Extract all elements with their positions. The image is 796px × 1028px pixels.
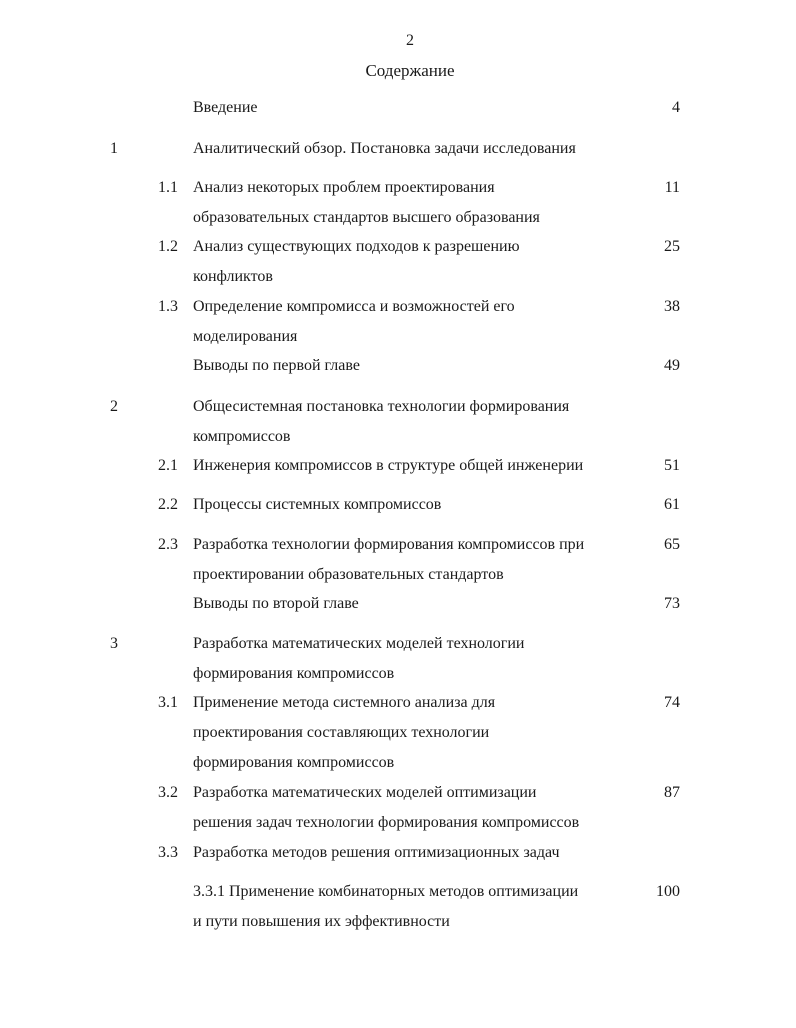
entry-title-line: Разработка математических моделей оптимизации <box>193 784 537 801</box>
entry-page-number: 51 <box>664 457 680 474</box>
entry-title-line: проектирования составляющих технологии <box>193 724 490 741</box>
entry-title-line: моделирования <box>193 328 298 345</box>
entry-title-line: проектировании образовательных стандартов <box>193 566 504 583</box>
chapter-number: 1 <box>110 140 118 157</box>
entry-title-line: Выводы по второй главе <box>193 595 359 612</box>
entry-title-line: Разработка методов решения оптимизационных задач <box>193 844 560 861</box>
entry-title-line: Анализ существующих подходов к разрешению <box>193 238 520 255</box>
entry-title-line: 3.3.1 Применение комбинаторных методов оптимизации <box>193 883 579 900</box>
section-number: 3.1 <box>158 694 178 711</box>
chapter-number: 2 <box>110 398 118 415</box>
entry-page-number: 87 <box>664 784 680 801</box>
entry-page-number: 100 <box>656 883 680 900</box>
entry-title-line: и пути повышения их эффективности <box>193 913 450 930</box>
section-number: 2.2 <box>158 496 178 513</box>
entry-title-line: компромиссов <box>193 428 291 445</box>
entry-page-number: 25 <box>664 238 680 255</box>
entry-title-line: образовательных стандартов высшего образования <box>193 209 540 226</box>
entry-page-number: 11 <box>664 179 680 196</box>
section-number: 2.1 <box>158 457 178 474</box>
section-number: 1.1 <box>158 179 178 196</box>
entry-title-line: Введение <box>193 99 258 116</box>
entry-title-line: Инженерия компромиссов в структуре общей инженерии <box>193 457 584 474</box>
entry-title-line: формирования компромиссов <box>193 665 395 682</box>
entry-page-number: 65 <box>664 536 680 553</box>
entry-page-number: 38 <box>664 298 680 315</box>
entry-page-number: 61 <box>664 496 680 513</box>
entry-title-line: Общесистемная постановка технологии формирования <box>193 398 570 415</box>
entry-title-line: Применение метода системного анализа для <box>193 694 496 711</box>
entry-title-line: конфликтов <box>193 268 273 285</box>
entry-title-line: Анализ некоторых проблем проектирования <box>193 179 495 196</box>
entry-page-number: 74 <box>664 694 680 711</box>
entry-title-line: Разработка технологии формирования компромиссов при <box>193 536 585 553</box>
entry-title-line: Выводы по первой главе <box>193 357 360 374</box>
section-number: 3.3 <box>158 844 178 861</box>
entry-title-line: Аналитический обзор. Постановка задачи исследования <box>193 140 576 157</box>
section-number: 1.2 <box>158 238 178 255</box>
entry-page-number: 73 <box>664 595 680 612</box>
entry-title-line: Процессы системных компромиссов <box>193 496 442 513</box>
entry-page-number: 4 <box>672 99 680 116</box>
section-number: 1.3 <box>158 298 178 315</box>
entry-page-number: 49 <box>664 357 680 374</box>
page-number: 2 <box>406 32 414 49</box>
section-number: 2.3 <box>158 536 178 553</box>
toc-heading: Содержание <box>365 61 455 80</box>
chapter-number: 3 <box>110 635 118 652</box>
entry-title-line: Определение компромисса и возможностей его <box>193 298 515 315</box>
entry-title-line: решения задач технологии формирования компромиссов <box>193 814 580 831</box>
entry-title-line: формирования компромиссов <box>193 754 395 771</box>
entry-title-line: Разработка математических моделей технологии <box>193 635 525 652</box>
section-number: 3.2 <box>158 784 178 801</box>
